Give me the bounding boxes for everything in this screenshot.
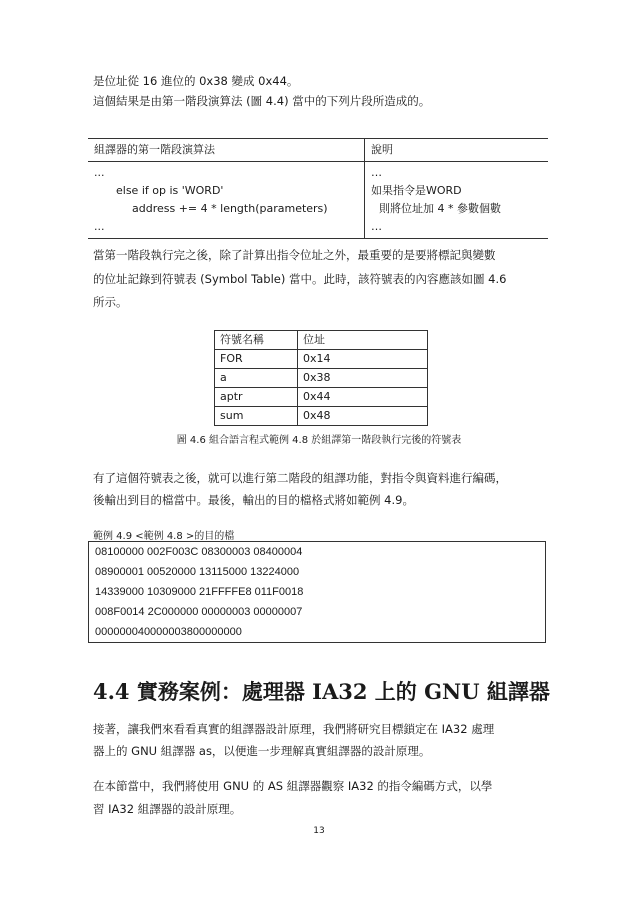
symbol-header-address: 位址 bbox=[298, 331, 428, 350]
algorithm-header-right: 說明 bbox=[365, 139, 549, 162]
table-row bbox=[215, 407, 428, 426]
object-code-line: 000000040000003800000000 bbox=[95, 626, 242, 638]
para2-line-2: 的位址記錄到符號表 (Symbol Table) 當中。此時，該符號表的內容應該如圖 4.6 bbox=[93, 272, 507, 286]
symbol-name: aptr bbox=[215, 388, 298, 407]
page-number: 13 bbox=[313, 826, 325, 836]
intro-line-2: 這個結果是由第一階段演算法 (圖 4.4) 當中的下列片段所造成的。 bbox=[93, 94, 431, 108]
intro-line-1: 是位址從 16 進位的 0x38 變成 0x44。 bbox=[93, 74, 299, 88]
object-code-box bbox=[88, 541, 546, 643]
algorithm-line-1: ... bbox=[94, 166, 105, 179]
figure-caption: 圖 4.6 組合語言程式範例 4.8 於組譯第一階段執行完後的符號表 bbox=[176, 435, 462, 446]
symbol-address: 0x48 bbox=[298, 407, 428, 426]
symbol-name: sum bbox=[215, 407, 298, 426]
algorithm-description-cell bbox=[365, 162, 549, 239]
table-row bbox=[215, 369, 428, 388]
table-row bbox=[215, 388, 428, 407]
algorithm-table bbox=[88, 138, 548, 239]
algorithm-table-body-row bbox=[88, 162, 548, 239]
para4-line-1: 接著，讓我們來看看真實的組譯器設計原理，我們將研究目標鎖定在 IA32 處理 bbox=[93, 722, 495, 736]
table-row bbox=[215, 350, 428, 369]
example-label: 範例 4.9 <範例 4.8 >的目的檔 bbox=[93, 531, 235, 542]
object-code-line: 008F0014 2C000000 00000003 00000007 bbox=[95, 606, 303, 618]
object-code-line: 14339000 10309000 21FFFFE8 011F0018 bbox=[95, 586, 304, 598]
description-line-1: … bbox=[371, 166, 382, 179]
para2-line-3: 所示。 bbox=[93, 295, 128, 309]
para3-line-1: 有了這個符號表之後，就可以進行第二階段的組譯功能，對指令與資料進行編碼， bbox=[93, 471, 507, 485]
symbol-table bbox=[214, 330, 428, 426]
object-code-line: 08100000 002F003C 08300003 08400004 bbox=[95, 546, 303, 558]
algorithm-line-2: else if op is 'WORD' bbox=[116, 184, 224, 197]
para5-line-1: 在本節當中，我們將使用 GNU 的 AS 組譯器觀察 IA32 的指令編碼方式，以學 bbox=[93, 779, 493, 793]
algorithm-code-cell bbox=[88, 162, 365, 239]
algorithm-line-3: address += 4 * length(parameters) bbox=[132, 202, 328, 215]
symbol-address: 0x14 bbox=[298, 350, 428, 369]
symbol-name: FOR bbox=[215, 350, 298, 369]
symbol-name: a bbox=[215, 369, 298, 388]
object-code-line: 08900001 00520000 13115000 13224000 bbox=[95, 566, 300, 578]
symbol-table-header-row bbox=[215, 331, 428, 350]
section-heading: 4.4 實務案例：處理器 IA32 上的 GNU 組譯器 bbox=[93, 679, 550, 704]
para2-line-1: 當第一階段執行完之後，除了計算出指令位址之外，最重要的是要將標記與變數 bbox=[93, 248, 496, 262]
algorithm-line-4: ... bbox=[94, 220, 105, 233]
description-line-3: 則將位址加 4 * 參數個數 bbox=[379, 202, 501, 215]
symbol-address: 0x38 bbox=[298, 369, 428, 388]
symbol-header-name: 符號名稱 bbox=[215, 331, 298, 350]
para3-line-2: 後輸出到目的檔當中。最後，輸出的目的檔格式將如範例 4.9。 bbox=[93, 493, 414, 507]
symbol-address: 0x44 bbox=[298, 388, 428, 407]
description-line-4: … bbox=[371, 220, 382, 233]
description-line-2: 如果指令是WORD bbox=[371, 184, 462, 197]
para5-line-2: 習 IA32 組譯器的設計原理。 bbox=[93, 802, 242, 816]
algorithm-table-header-row bbox=[88, 139, 548, 162]
algorithm-header-left: 組譯器的第一階段演算法 bbox=[88, 139, 365, 162]
para4-line-2: 器上的 GNU 組譯器 as，以便進一步理解真實組譯器的設計原理。 bbox=[93, 744, 431, 758]
